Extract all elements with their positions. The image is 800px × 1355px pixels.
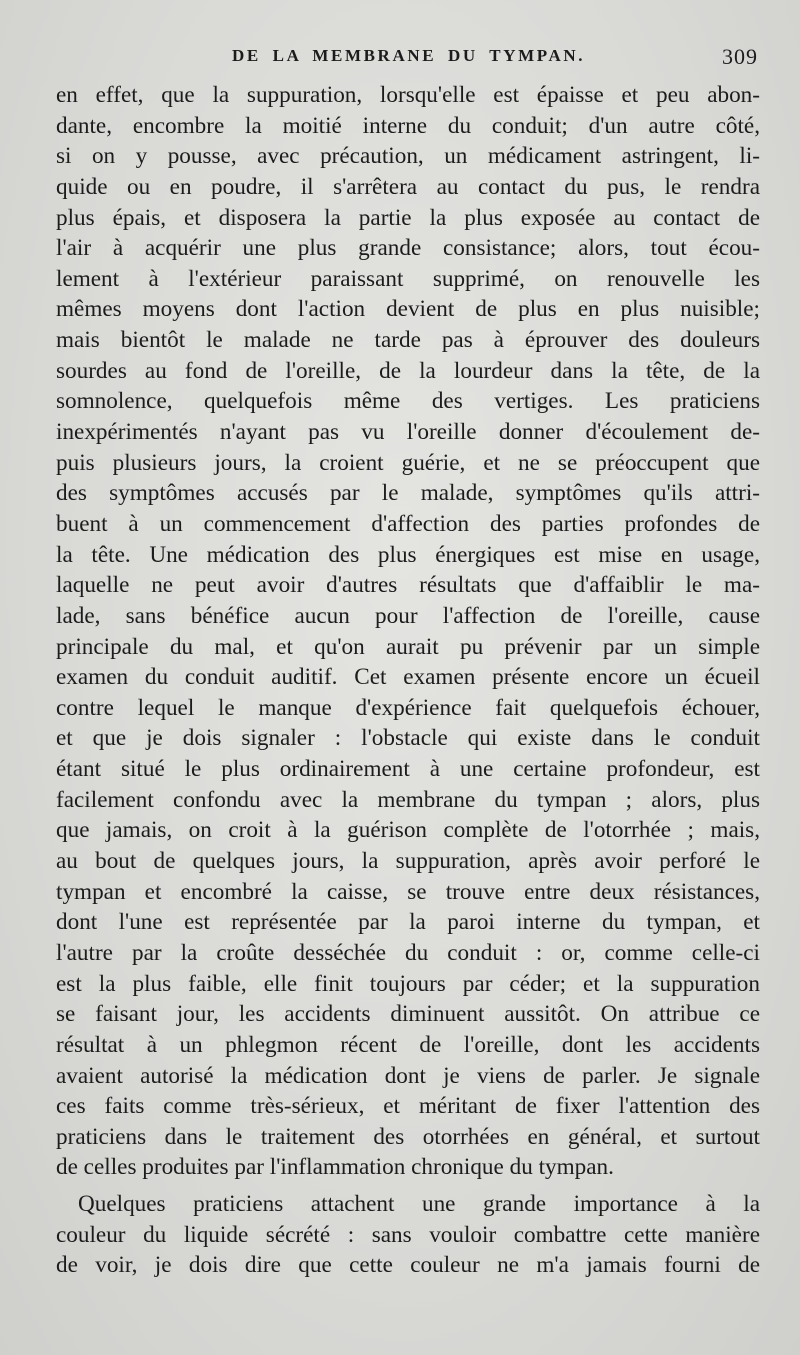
- text-line: lement à l'extérieur paraissant supprimé, on renouvelle les: [56, 265, 760, 292]
- text-line: ces faits comme très-sérieux, et méritant de fixer l'attention des: [56, 1093, 760, 1120]
- text-line: examen du conduit auditif. Cet examen présente encore un écueil: [56, 664, 760, 691]
- text-line: facilement confondu avec la membrane du tympan ; alors, plus: [56, 786, 760, 813]
- text-line: résultat à un phlegmon récent de l'oreille, dont les accidents: [56, 1031, 760, 1058]
- text-line: et que je dois signaler : l'obstacle qui existe dans le conduit: [56, 725, 760, 752]
- text-line: avaient autorisé la médication dont je viens de parler. Je signale: [56, 1062, 760, 1089]
- text-line: en effet, que la suppuration, lorsqu'elle est épaisse et peu abon-: [56, 82, 760, 108]
- text-line: somnolence, quelquefois même des vertiges. Les praticiens: [56, 388, 760, 415]
- text-line: sourdes au fond de l'oreille, de la lourdeur dans la tête, de la: [56, 357, 760, 384]
- text-line: laquelle ne peut avoir d'autres résultats que d'affaiblir le ma-: [56, 572, 760, 599]
- text-line: principale du mal, et qu'on aurait pu prévenir par un simple: [56, 633, 760, 660]
- text-line: praticiens dans le traitement des otorrhées en général, et surtout: [56, 1123, 760, 1150]
- text-line: Quelques praticiens attachent une grande importance à la: [78, 1191, 760, 1218]
- text-line: contre lequel le manque d'expérience fait quelquefois échouer,: [56, 694, 760, 721]
- text-line: la tête. Une médication des plus énergiques est mise en usage,: [56, 541, 760, 568]
- text-line: se faisant jour, les accidents diminuent aussitôt. On attribue ce: [56, 1001, 760, 1028]
- text-line: plus épais, et disposera la partie la plus exposée au contact de: [56, 204, 760, 231]
- text-line: dont l'une est représentée par la paroi interne du tympan, et: [56, 909, 760, 936]
- text-line: lade, sans bénéfice aucun pour l'affection de l'oreille, cause: [56, 602, 760, 629]
- text-line: étant situé le plus ordinairement à une certaine profondeur, est: [56, 756, 760, 783]
- text-line: est la plus faible, elle finit toujours par céder; et la suppuration: [56, 970, 760, 997]
- running-title: DE LA MEMBRANE DU TYMPAN.: [232, 46, 586, 65]
- text-line: quide ou en poudre, il s'arrêtera au contact du pus, le rendra: [56, 173, 760, 200]
- text-line: l'air à acquérir une plus grande consistance; alors, tout écou-: [56, 235, 760, 262]
- text-line: des symptômes accusés par le malade, symptômes qu'ils attri-: [56, 480, 760, 507]
- text-line: que jamais, on croit à la guérison complète de l'otorrhée ; mais,: [56, 817, 760, 844]
- text-line: couleur du liquide sécrété : sans vouloir combattre cette manière: [56, 1221, 760, 1248]
- paragraph-1: [56, 80, 760, 1183]
- text-line: mêmes moyens dont l'action devient de plus en plus nuisible;: [56, 296, 760, 323]
- text-line: inexpérimentés n'ayant pas vu l'oreille donner d'écoulement de-: [56, 419, 760, 446]
- text-line: si on y pousse, avec précaution, un médicament astringent, li-: [56, 143, 760, 170]
- page-number: 309: [722, 44, 758, 69]
- body-text: [56, 80, 760, 1281]
- text-line: de celles produites par l'inflammation chronique du tympan.: [56, 1154, 614, 1181]
- text-line: au bout de quelques jours, la suppuration, après avoir perforé le: [56, 848, 760, 875]
- text-line: buent à un commencement d'affection des parties profondes de: [56, 510, 760, 537]
- text-line: de voir, je dois dire que cette couleur ne m'a jamais fourni de: [56, 1252, 760, 1279]
- text-line: l'autre par la croûte desséchée du conduit : or, comme celle-ci: [56, 939, 760, 966]
- paragraph-2: [56, 1189, 760, 1281]
- text-line: mais bientôt le malade ne tarde pas à éprouver des douleurs: [56, 327, 760, 354]
- running-head: [232, 44, 758, 72]
- text-line: dante, encombre la moitié interne du conduit; d'un autre côté,: [56, 112, 760, 139]
- text-line: puis plusieurs jours, la croient guérie, et ne se préoccupent que: [56, 449, 760, 476]
- text-line: tympan et encombré la caisse, se trouve entre deux résistances,: [56, 878, 760, 905]
